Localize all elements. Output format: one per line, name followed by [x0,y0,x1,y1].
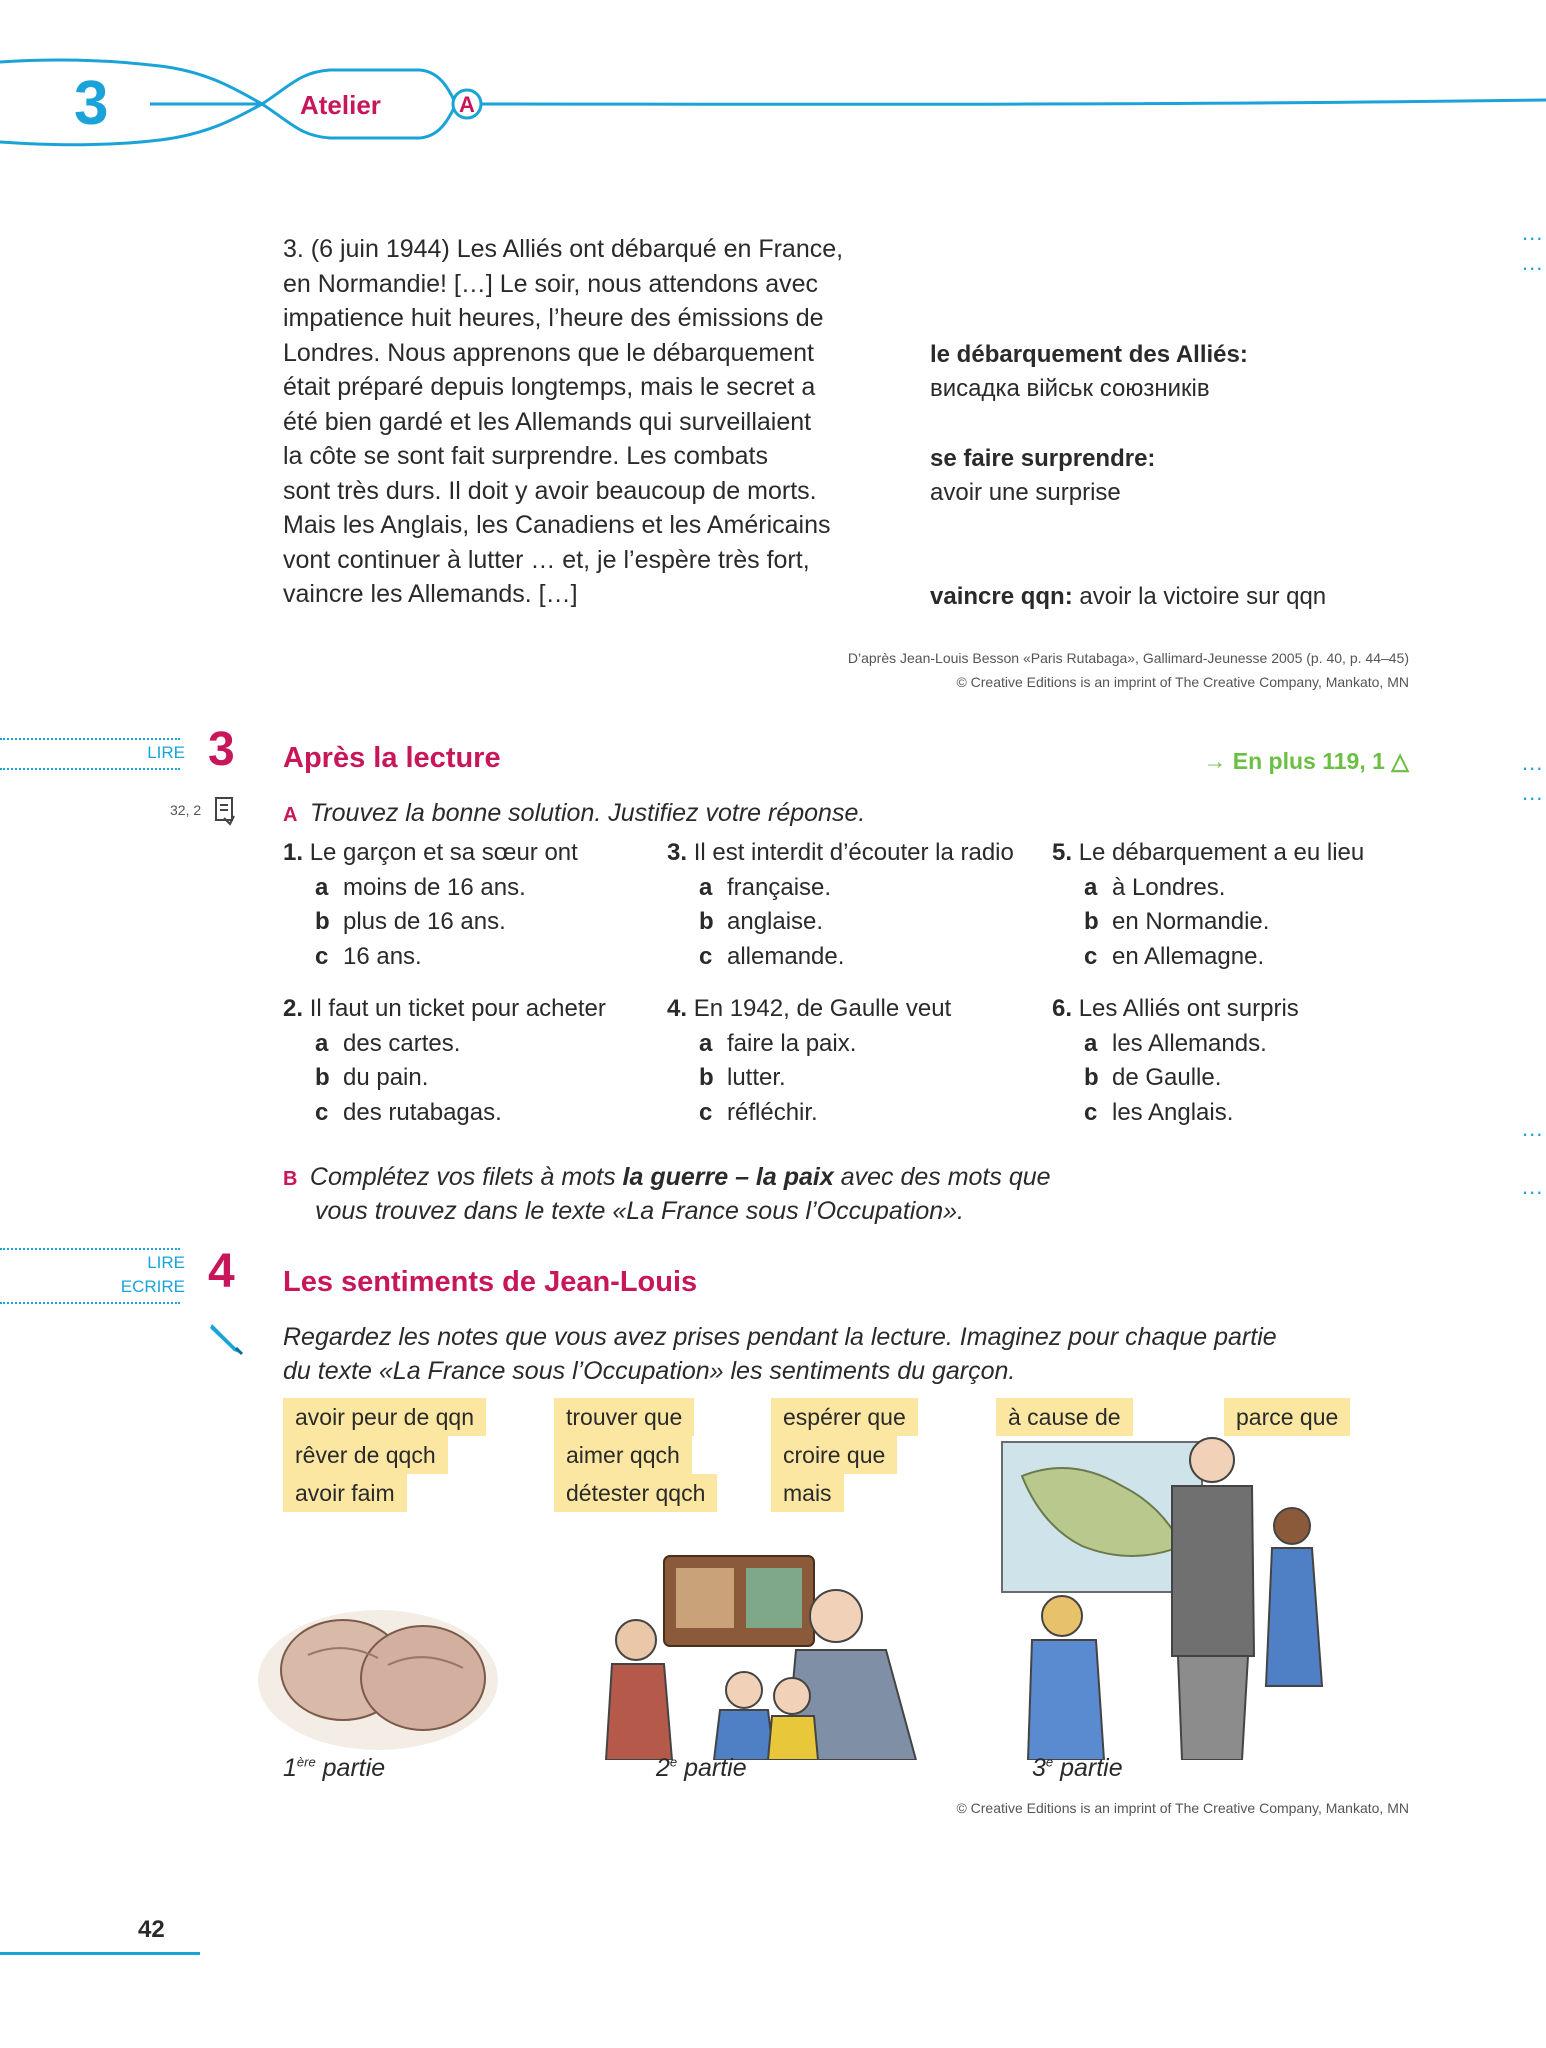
chapter-number: 3 [74,69,109,138]
answer-option[interactable]: b du pain. [315,1064,429,1091]
map-illustration [992,1436,1332,1760]
word-box: détester qqch [554,1474,717,1512]
atelier-letter: A [459,92,475,117]
part-a-instruction-row [283,796,865,830]
dotted-rule [0,768,180,770]
question [283,836,578,974]
question-number: 3. [667,839,688,866]
answer-option[interactable]: a à Londres. [1084,873,1226,901]
answer-option[interactable]: c allemande. [699,942,845,970]
skill-label: LIRE [147,743,185,762]
glossary-entry [930,338,1248,406]
answer-option[interactable]: b anglaise. [699,908,824,935]
source-credit: D’après Jean-Louis Besson «Paris Rutabaga», Gallimard-Jeunesse 2005 (p. 40, p. 44–45) [847,650,1409,666]
reading-line: Mais les Anglais, les Canadiens et les Américains [283,511,831,539]
workbook-icon [214,796,236,831]
word-box: aimer qqch [554,1436,692,1474]
question-number: 4. [667,995,688,1022]
section-title: Les sentiments de Jean-Louis [283,1266,698,1298]
answer-option[interactable]: c les Anglais. [1084,1098,1234,1126]
side-reference: 32, 2 [170,802,202,818]
word-box-column [1224,1398,1350,1436]
answer-option[interactable]: a française. [699,873,832,901]
answer-option[interactable]: a faire la paix. [699,1029,857,1057]
answer-option[interactable]: b en Normandie. [1084,908,1270,935]
reading-line: été bien gardé et les Allemands qui surveillaient [283,407,812,436]
reading-line: sont très durs. Il doit y avoir beaucoup de morts. [283,476,817,505]
question-text: Il est interdit d’écouter la radio [693,839,1014,866]
answer-option[interactable]: b lutter. [699,1064,786,1091]
glossary-definition: висадка військ союзників [930,375,1210,402]
answer-option[interactable]: c des rutabagas. [315,1098,502,1126]
instruction-line: Regardez les notes que vous avez prises pendant la lecture. Imaginez pour chaque partie [283,1323,1277,1351]
reading-passage [283,232,883,612]
word-box: parce que [1224,1398,1350,1436]
question [283,992,606,1130]
question-text: Le débarquement a eu lieu [1078,839,1365,866]
question [1052,992,1299,1130]
edge-dots: ... [1522,1174,1544,1199]
word-box: mais [771,1474,844,1512]
section-title: Après la lecture [283,742,501,774]
part-b-text-line2: vous trouvez dans le texte «La France sous l’Occupation». [315,1197,964,1225]
section-number: 4 [208,1245,235,1298]
word-box: trouver que [554,1398,694,1436]
glossary-term: se faire surprendre: [930,445,1156,472]
answer-option[interactable]: c réfléchir. [699,1098,818,1126]
answer-option[interactable]: a les Allemands. [1084,1029,1267,1057]
question-number: 2. [283,995,304,1022]
question-text: Les Alliés ont surpris [1078,995,1299,1022]
reading-line: Londres. Nous apprenons que le débarquement [283,338,814,367]
skill-label: LIRE [147,1253,185,1272]
answer-option[interactable]: c en Allemagne. [1084,942,1265,970]
dotted-rule [0,738,180,740]
rutabaga-illustration [248,1560,508,1760]
section-number: 3 [208,723,235,776]
glossary-term: le débarquement des Alliés: [930,341,1248,368]
question [1052,836,1364,974]
word-box-column [996,1398,1133,1436]
part-letter: A [283,804,298,826]
reading-line: vaincre les Allemands. […] [283,580,578,608]
answer-option[interactable]: b plus de 16 ans. [315,908,506,935]
edge-dots: ... [1522,750,1544,775]
reading-line: 3. (6 juin 1944) Les Alliés ont débarqué en France, [283,235,844,263]
dotted-rule [0,1302,180,1304]
question [667,836,1014,974]
answer-option[interactable]: b de Gaulle. [1084,1064,1222,1091]
reading-line: était préparé depuis longtemps, mais le secret a [283,373,816,401]
word-box-column [771,1398,918,1512]
reading-line: en Normandie! […] Le soir, nous attendons avec [283,269,819,298]
word-box: rêver de qqch [283,1436,448,1474]
dotted-rule [0,1248,180,1250]
word-box-column [283,1398,486,1512]
question-number: 5. [1052,839,1073,866]
source-credit: © Creative Editions is an imprint of The Creative Company, Mankato, MN [956,674,1409,690]
reading-line: vont continuer à lutter … et, je l’espère très fort, [283,545,810,574]
footer-rule [0,1952,200,1955]
glossary-term: vaincre qqn: [930,583,1073,610]
skill-label: ECRIRE [120,1277,185,1296]
part-label: 1ère partie [283,1754,386,1782]
edge-dots: ... [1522,1116,1544,1141]
reading-line: la côte se sont fait surprendre. Les combats [283,442,768,470]
image-credit: © Creative Editions is an imprint of The Creative Company, Mankato, MN [956,1800,1409,1816]
answer-option[interactable]: c 16 ans. [315,942,422,970]
edge-dots: ... [1522,220,1544,245]
question-text: En 1942, de Gaulle veut [693,995,952,1022]
part-letter: B [283,1168,298,1190]
edge-dots: ... [1522,250,1544,275]
word-box: avoir faim [283,1474,407,1512]
word-box: à cause de [996,1398,1133,1436]
part-b-instruction [283,1160,1051,1228]
pen-icon [206,1318,246,1363]
word-box: espérer que [771,1398,918,1436]
cross-reference[interactable]: → En plus 119, 1 △ [1203,748,1409,774]
question-text: Le garçon et sa sœur ont [309,839,578,866]
part-label: 3e partie [1032,1754,1123,1782]
chapter-header-band [0,0,1546,150]
section4-instruction [283,1320,1277,1388]
radio-family-illustration [596,1540,956,1760]
question-number: 6. [1052,995,1073,1022]
question-number: 1. [283,839,304,866]
glossary-entry [930,442,1155,510]
atelier-label: Atelier [300,90,381,120]
part-a-instruction: Trouvez la bonne solution. Justifiez votre réponse. [309,799,866,827]
word-box: croire que [771,1436,897,1474]
instruction-line: du texte «La France sous l’Occupation» les sentiments du garçon. [283,1357,1016,1385]
part-b-text: Complétez vos filets à mots la guerre – la paix avec des mots que [309,1163,1051,1191]
question [667,992,951,1130]
answer-option[interactable]: a des cartes. [315,1029,461,1057]
question-text: Il faut un ticket pour acheter [309,995,606,1022]
word-box: avoir peur de qqn [283,1398,486,1436]
word-box-column [554,1398,717,1512]
glossary-definition: avoir la victoire sur qqn [1079,583,1327,610]
edge-dots: ... [1522,780,1544,805]
part-label: 2e partie [656,1754,747,1782]
answer-option[interactable]: a moins de 16 ans. [315,873,526,901]
glossary-entry [930,580,1326,614]
reading-line: impatience huit heures, l’heure des émissions de [283,304,824,332]
glossary-definition: avoir une surprise [930,479,1121,506]
page-number: 42 [138,1916,165,1943]
